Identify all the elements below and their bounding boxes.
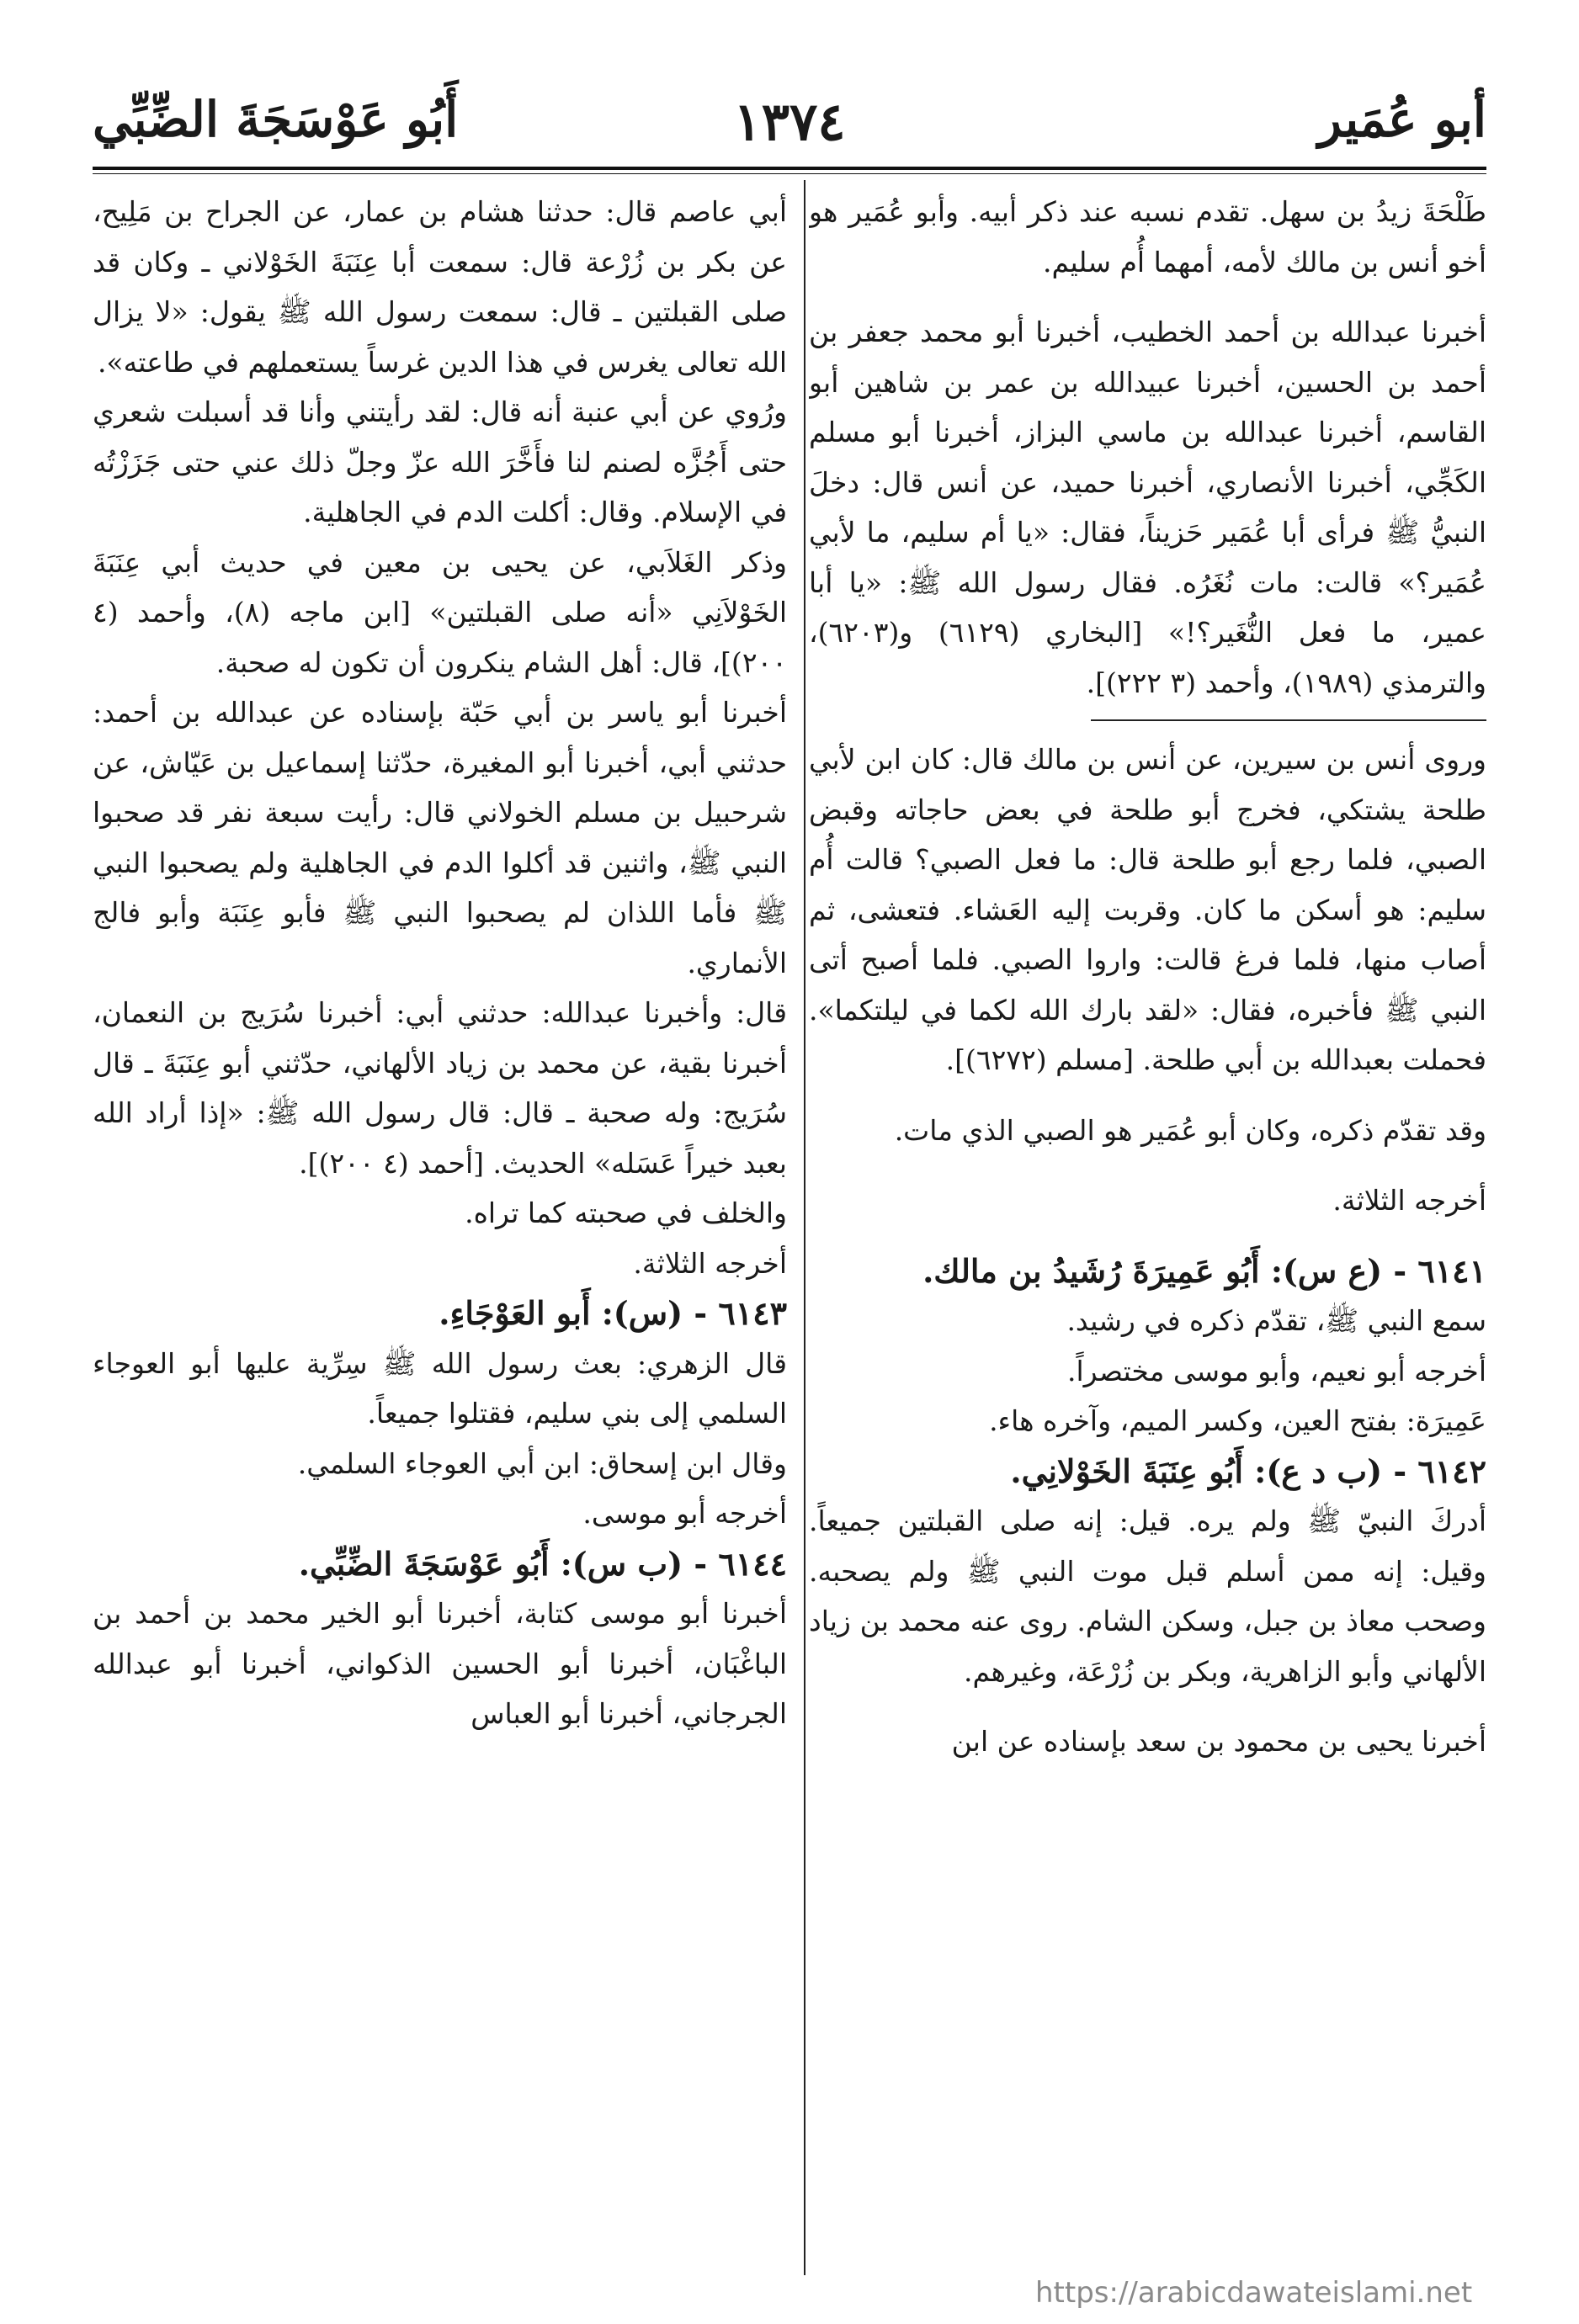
paragraph: أخبرنا عبدالله بن أحمد الخطيب، أخبرنا أبو محمد جعفر بن أحمد بن الحسين، أخبرنا عبيدالله بن عمر بن شاهين أبو القاسم، أخبرنا عبدالله بن ماسي البزاز، أخبرنا أبو مسلم الكَجِّي، أخبرنا الأنصاري، أخبرنا حميد، عن أنس قال: دخلَ النبيُّ ﷺ فرأى أبا عُمَير حَزيناً، فقال: «يا أم سليم، ما لأبي عُمَير؟» قالت: مات نُغَرُه. فقال رسول الله ﷺ: «يا أبا عمير، ما فعل النُّغَير؟!» [البخاري (٦١٢٩) و(٦٢٠٣)، والترمذي (١٩٨٩)، وأحمد (٣ ٢٢٢)]. [809, 316, 1486, 699]
paragraph: عَمِيرَة: بفتح العين، وكسر الميم، وآخره هاء. [989, 1404, 1486, 1437]
column-divider [804, 180, 805, 2275]
paragraph: أخبرنا أبو ياسر بن أبي حَبّة بإسناده عن عبدالله بن أحمد: حدثني أبي، أخبرنا أبو المغيرة، حدّثنا إسماعيل بن عَيّاش، عن شرحبيل بن مسلم الخولاني قال: رأيت سبعة نفر قد صحبوا النبي ﷺ، واثنين قد أكلوا الدم في الجاهلية ولم يصحبوا النبي ﷺ فأما اللذان لم يصحبوا النبي ﷺ فأبو عِنَبَة وأبو فالج الأنماري. [93, 696, 787, 979]
entry-heading: ٦١٤٤ - (ب س): أَبُو عَوْسَجَةَ الضِّبِّي. [298, 1544, 787, 1583]
paragraph: وقد تقدّم ذكره، وكان أبو عُمَير هو الصبي الذي مات. [894, 1113, 1486, 1147]
spacer [809, 1155, 1486, 1175]
paragraph: أبي عاصم قال: حدثنا هشام بن عمار، عن الجراح بن مَلِيح، عن بكر بن زُرْعة قال: سمعت أبا عِنَبَةَ الخَوْلاني ـ وكان قد صلى القبلتين ـ قال: سمعت رسول الله ﷺ يقول: «لا يزال الله تعالى يغرس في هذا الدين غرساً يستعملهم في طاعته». [93, 195, 787, 379]
paragraph: أخبرنا أبو موسى كتابة، أخبرنا أبو الخير محمد بن أحمد بن الباغْبَان، أخبرنا أبو الحسين الذكواني، أخبرنا أبو عبدالله الجرجاني، أخبرنا أبو العباس [93, 1597, 787, 1730]
paragraph: قال الزهري: بعث رسول الله ﷺ سِرِّية عليها أبو العوجاء السلمي إلى بني سليم، فقتلوا جميعاً. [93, 1346, 787, 1430]
paragraph: وذكر الغَلاَبي، عن يحيى بن معين في حديث أبي عِنَبَةَ الخَوْلاَنِي «أنه صلى القبلتين» [ابن ماجه (٨)، وأحمد (٤ ٢٠٠)]، قال: أهل الشام ينكرون أن تكون له صحبة. [93, 545, 787, 679]
header-right-title: أبو عُمَير [1317, 91, 1486, 148]
paragraph: أخرجه أبو موسى. [582, 1497, 787, 1530]
paragraph: أخرجه الثلاثة. [1332, 1184, 1486, 1217]
header-left-title: أَبُو عَوْسَجَةَ الضِّبِّي [93, 91, 459, 148]
paragraph: قال: وأخبرنا عبدالله: حدثني أبي: أخبرنا سُرَيج بن النعمان، أخبرنا بقية، عن محمد بن زياد الألهاني، حدّثني أبو عِنَبَةَ ـ قال سُرَيج: وله صحبة ـ قال: قال رسول الله ﷺ: «إذا أراد الله بعبد خيراً عَسَله» الحديث. [أحمد (٤ ٢٠٠)]. [93, 996, 787, 1180]
page-header [93, 91, 1486, 150]
paragraph: وقال ابن إسحاق: ابن أبي العوجاء السلمي. [297, 1446, 787, 1480]
spacer [809, 1226, 1486, 1246]
entry-heading: ٦١٤٣ - (س): أَبو العَوْجَاءِ. [439, 1294, 787, 1332]
paragraph: أخبرنا يحيى بن محمود بن سعد بإسناده عن ابن [951, 1725, 1486, 1758]
header-rule [93, 167, 1486, 170]
right-column [809, 187, 1486, 2274]
paragraph: سمع النبي ﷺ، تقدّم ذكره في رشيد. [1066, 1304, 1486, 1337]
paragraph: أخرجه الثلاثة. [633, 1246, 787, 1280]
left-column [93, 187, 787, 2274]
entry-heading: ٦١٤٢ - (ب د ع): أَبُو عِنَبَةَ الخَوْلانِي. [1010, 1451, 1486, 1490]
entry-heading: ٦١٤١ - (ع س): أَبُو عَمِيرَةَ رُشَيدُ بن مالك. [922, 1251, 1486, 1290]
paragraph: والخلف في صحبته كما تراه. [465, 1196, 787, 1229]
section-separator [1091, 719, 1486, 721]
paragraph: أخرجه أبو نعيم، وأبو موسى مختصراً. [1066, 1354, 1486, 1388]
header-rule-thin [93, 173, 1486, 174]
spacer [809, 1085, 1486, 1106]
spacer [809, 287, 1486, 307]
spacer [809, 1696, 1486, 1716]
page-number: ١٣٧٤ [733, 91, 846, 152]
paragraph: أدركَ النبيّ ﷺ ولم يره. قيل: إنه صلى القبلتين جميعاً. وقيل: إنه ممن أسلم قبل موت النبي ﷺ ولم يصحبه. وصحب معاذ بن جبل، وسكن الشام. روى عنه محمد بن زياد الألهاني وأبو الزاهرية، وبكر بن زُرْعَة، وغيرهم. [809, 1504, 1486, 1688]
paragraph: طَلْحَةَ زيدُ بن سهل. تقدم نسبه عند ذكر أبيه. وأبو عُمَير هو أخو أنس بن مالك لأمه، أمهما أُم سليم. [809, 195, 1486, 279]
watermark-url: https://arabicdawateislami.net [1035, 2276, 1473, 2310]
paragraph: وروى أنس بن سيرين، عن أنس بن مالك قال: كان ابن لأبي طلحة يشتكي، فخرج أبو طلحة في بعض حاجاته وقبض الصبي، فلما رجع أبو طلحة قال: ما فعل الصبي؟ قالت أُم سليم: هو أسكن ما كان. وقربت إليه العَشاء. فتعشى، ثم أصاب منها، فلما فرغ قالت: واروا الصبي. فلما أصبح أتى النبي ﷺ فأخبره، فقال: «لقد بارك الله لكما في ليلتكما». فحملت بعبدالله بن أبي طلحة. [مسلم (٦٢٧٢)]. [809, 743, 1486, 1076]
paragraph: ورُوي عن أبي عنبة أنه قال: لقد رأيتني وأنا قد أسبلت شعري حتى أَجُزَّه لصنم لنا فأَخَّرَ الله عزّ وجلّ ذلك عني حتى جَزَزْتُه في الإسلام. وقال: أكلت الدم في الجاهلية. [93, 395, 787, 528]
